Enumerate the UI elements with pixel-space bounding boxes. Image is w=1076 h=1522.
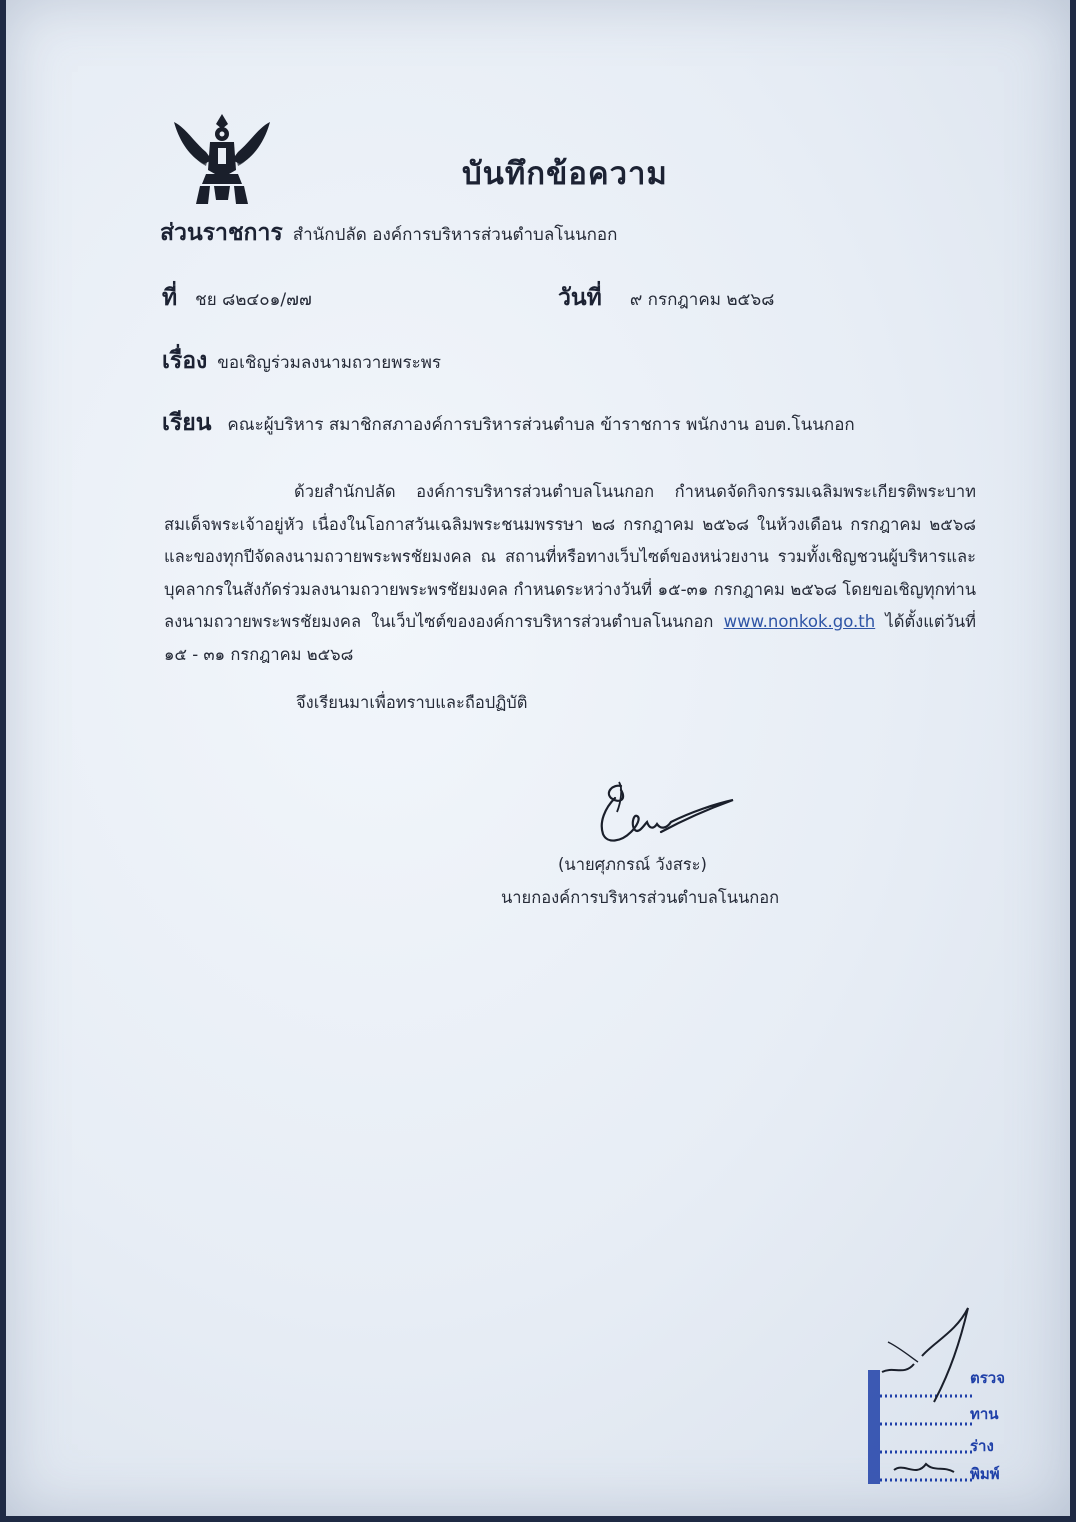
date-line [558, 280, 774, 316]
department-line [160, 215, 617, 251]
garuda-emblem-icon [166, 108, 278, 210]
department-label: ส่วนราชการ [160, 220, 283, 246]
date-label: วันที่ [558, 285, 602, 311]
date-value: ๙ กรกฎาคม ๒๕๖๘ [629, 290, 775, 310]
recipient-label: เรียน [162, 410, 212, 436]
stamp-row-check: ตรวจ [970, 1369, 1006, 1387]
signatory-name: (นายศุภกรณ์ วังสระ) [558, 855, 707, 874]
closing-text: จึงเรียนมาเพื่อทราบและถือปฏิบัติ [296, 693, 528, 712]
reference-label: ที่ [162, 285, 178, 311]
subject-label: เรื่อง [162, 348, 208, 374]
reference-line [162, 280, 312, 316]
body-text-end: ได้ตั้งแต่วันที่ ๑๕ - ๓๑ กรกฎาคม ๒๕๖๘ [164, 612, 976, 664]
body-paragraph [164, 476, 976, 671]
department-value: สำนักปลัด องค์การบริหารส่วนตำบลโนนกอก [292, 225, 618, 245]
stamp-row-print: พิมพ์ [970, 1465, 1000, 1483]
recipient-line [162, 405, 855, 441]
stamp-initials-icon [864, 1302, 1024, 1512]
stamp-row-draft: ร่าง [970, 1437, 994, 1455]
subject-value: ขอเชิญร่วมลงนามถวายพระพร [217, 353, 442, 373]
document-page [6, 0, 1070, 1516]
subject-line [162, 343, 441, 379]
reference-number: ชย ๘๒๔๐๑/๗๗ [195, 290, 312, 310]
body-text-main: ด้วยสำนักปลัด องค์การบริหารส่วนตำบลโนนกอก กำหนดจัดกิจกรรมเฉลิมพระเกียรติพระบาทสมเด็จพระเจ้าอยู่หัว เนื่องในโอกาสวันเฉลิมพระชนมพรรษา ๒๘ กรกฎาคม ๒๕๖๘ ในห้วงเดือน กรกฎาคม ๒๕๖๘ และของทุกปีจัดลงนามถวายพระพรชัยมงคล ณ สถานที่หรือทางเว็บไซต์ของหน่วยงาน รวมทั้งเชิญชวนผู้บริหารและบุคลากรในสังกัดร่วมลงนามถวายพระพรชัยมงคล กำหนดระหว่างวันที่ ๑๕-๓๑ กรกฎาคม ๒๕๖๘ โดยขอเชิญทุกท่านลงนามถวายพระพรชัยมงคล ในเว็บไซต์ขององค์การบริหารส่วนตำบลโนนกอก [164, 482, 976, 631]
review-stamp [864, 1302, 1024, 1512]
memo-title: บันทึกข้อความ [462, 156, 668, 192]
signature-icon [591, 778, 741, 853]
signatory-position: นายกองค์การบริหารส่วนตำบลโนนกอก [501, 888, 780, 907]
stamp-row-review: ทาน [970, 1405, 999, 1423]
recipient-value: คณะผู้บริหาร สมาชิกสภาองค์การบริหารส่วนตำบล ข้าราชการ พนักงาน อบต.โนนกอก [227, 415, 855, 435]
website-link[interactable]: www.nonkok.go.th [723, 612, 876, 631]
